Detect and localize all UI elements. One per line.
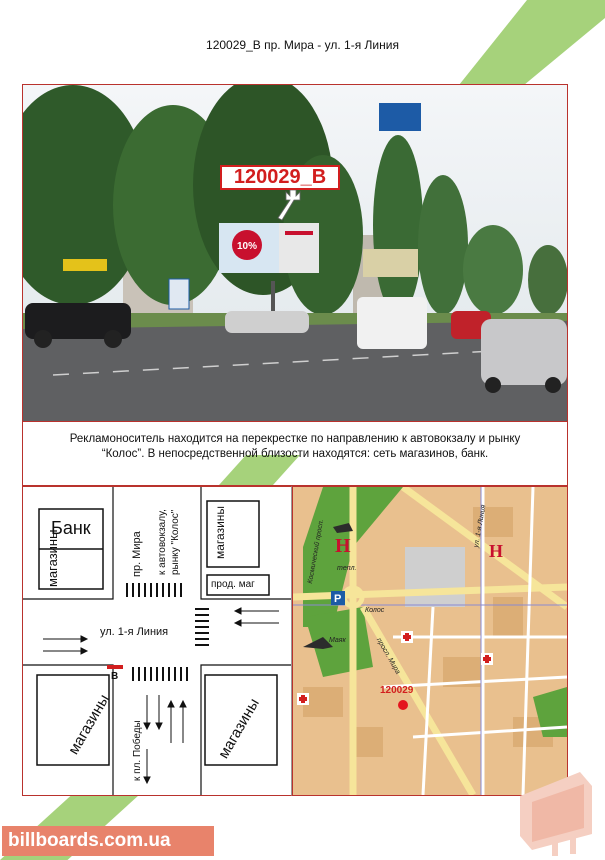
svg-text:H: H bbox=[489, 541, 504, 561]
location-photo bbox=[22, 84, 568, 422]
scheme-street-line: ул. 1-я Линия bbox=[100, 626, 169, 638]
scheme-shops-bottom-left: магазины bbox=[65, 691, 113, 758]
scheme-to-pobedy: к пл. Победы bbox=[132, 720, 143, 781]
billboard-marker-label: B bbox=[111, 671, 119, 682]
scheme-shops-top-right: магазины bbox=[213, 505, 227, 559]
scheme-to-bus-station: к автовокзалу, bbox=[157, 509, 168, 575]
pointer-arrow-icon bbox=[276, 190, 306, 222]
page-title: 120029_B пр. Мира - ул. 1-я Линия bbox=[206, 38, 399, 52]
scheme-bank-label: Банк bbox=[51, 518, 91, 538]
map-label-mayak: Маяк bbox=[329, 637, 346, 644]
location-description bbox=[22, 422, 568, 486]
description-line-1: Рекламоноситель находится на перекрестке по направлению к автовокзалу и рынку bbox=[69, 433, 521, 445]
scheme-street-mira: пр. Мира bbox=[131, 531, 143, 577]
svg-text:H: H bbox=[335, 535, 351, 557]
scheme-shops-top-left: магазины bbox=[45, 529, 60, 587]
map-billboard-code: 120029 bbox=[380, 685, 414, 696]
scheme-market: рынку "Колос" bbox=[170, 509, 181, 575]
description-line-2: “Колос”. В непосредственной близости находятся: сеть магазинов, банк. bbox=[101, 448, 489, 460]
svg-text:P: P bbox=[334, 593, 342, 605]
map-label-kosmich: Космический просп. bbox=[307, 518, 326, 585]
map-label-mira: просп. Мира bbox=[374, 637, 402, 676]
map-label-teplo: тепл. bbox=[337, 565, 357, 572]
location-scheme bbox=[22, 486, 292, 796]
city-map bbox=[292, 486, 568, 796]
svg-text:10%: 10% bbox=[236, 241, 258, 252]
map-label-line: ул. 1-я Линия bbox=[473, 504, 488, 549]
brand-logo-text: billboards.com.ua bbox=[2, 826, 214, 856]
street-photo bbox=[23, 85, 567, 421]
billboard-logo-icon bbox=[512, 762, 600, 858]
billboard-code-label: 120029_B bbox=[220, 165, 340, 190]
scheme-prod-shop-label: прод. маг bbox=[211, 579, 255, 590]
scheme-shops-bottom-right: магазины bbox=[215, 695, 263, 762]
map-label-kolos: Колос bbox=[365, 607, 385, 614]
